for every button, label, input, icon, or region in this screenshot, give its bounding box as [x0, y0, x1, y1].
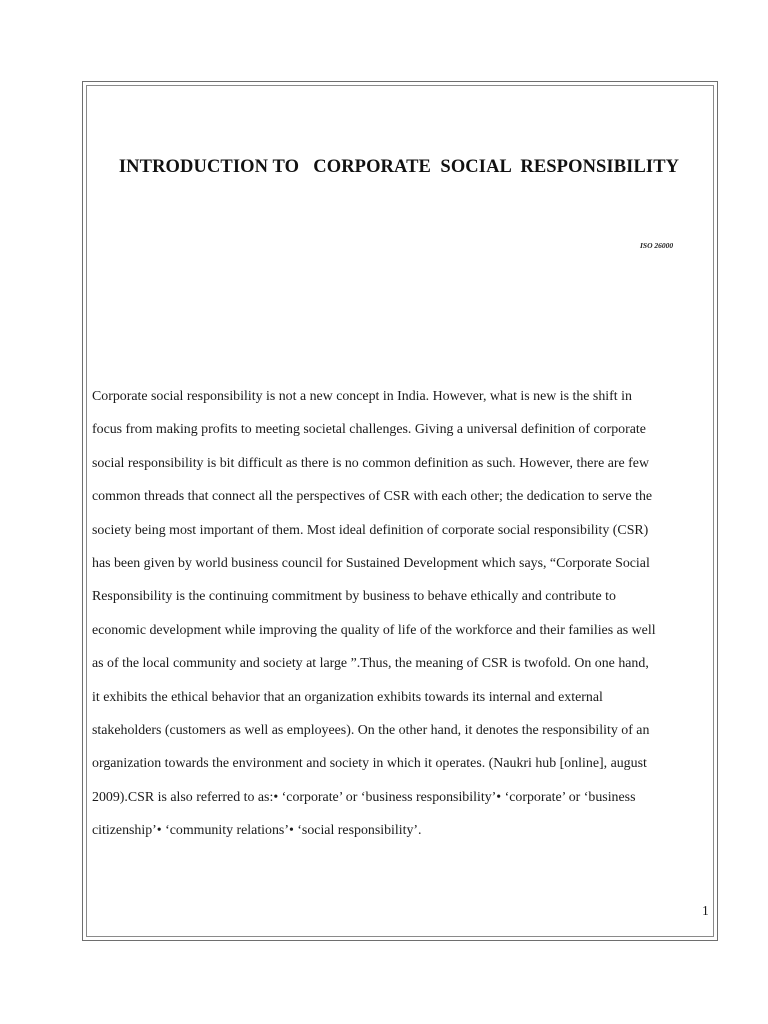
body-line: focus from making profits to meeting societal challenges. Giving a universal definition of corporate [92, 422, 646, 438]
body-line: Responsibility is the continuing commitment by business to behave ethically and contribute to [92, 589, 616, 605]
body-line: stakeholders (customers as well as employees). On the other hand, it denotes the responsibility of an [92, 722, 650, 738]
body-line: 2009).CSR is also referred to as:• ‘corporate’ or ‘business responsibility’• ‘corporate’ or ‘business [92, 789, 636, 805]
body-line: citizenship’• ‘community relations’• ‘social responsibility’. [92, 823, 422, 839]
body-line: social responsibility is bit difficult as there is no common definition as such. However, there are few [92, 455, 649, 471]
body-line: society being most important of them. Most ideal definition of corporate social responsibility (CSR) [92, 522, 649, 538]
body-line: economic development while improving the quality of life of the workforce and their families as well [92, 622, 656, 638]
body-line: it exhibits the ethical behavior that an organization exhibits towards its internal and external [92, 689, 603, 705]
body-line: common threads that connect all the perspectives of CSR with each other; the dedication to serve the [92, 489, 653, 505]
body-line: as of the local community and society at large ”.Thus, the meaning of CSR is twofold. On one hand, [92, 656, 649, 672]
iso-tag: ISO 26000 [640, 241, 674, 250]
body-line: organization towards the environment and society in which it operates. (Naukri hub [online], august [92, 756, 647, 772]
body-line: has been given by world business council for Sustained Development which says, “Corporate Social [92, 555, 650, 571]
body-paragraph [92, 385, 714, 852]
document-title: INTRODUCTION TO CORPORATE SOCIAL RESPONSIBILITY [118, 157, 680, 177]
page-number: 1 [702, 903, 709, 918]
body-line: Corporate social responsibility is not a new concept in India. However, what is new is the shift in [92, 389, 632, 404]
